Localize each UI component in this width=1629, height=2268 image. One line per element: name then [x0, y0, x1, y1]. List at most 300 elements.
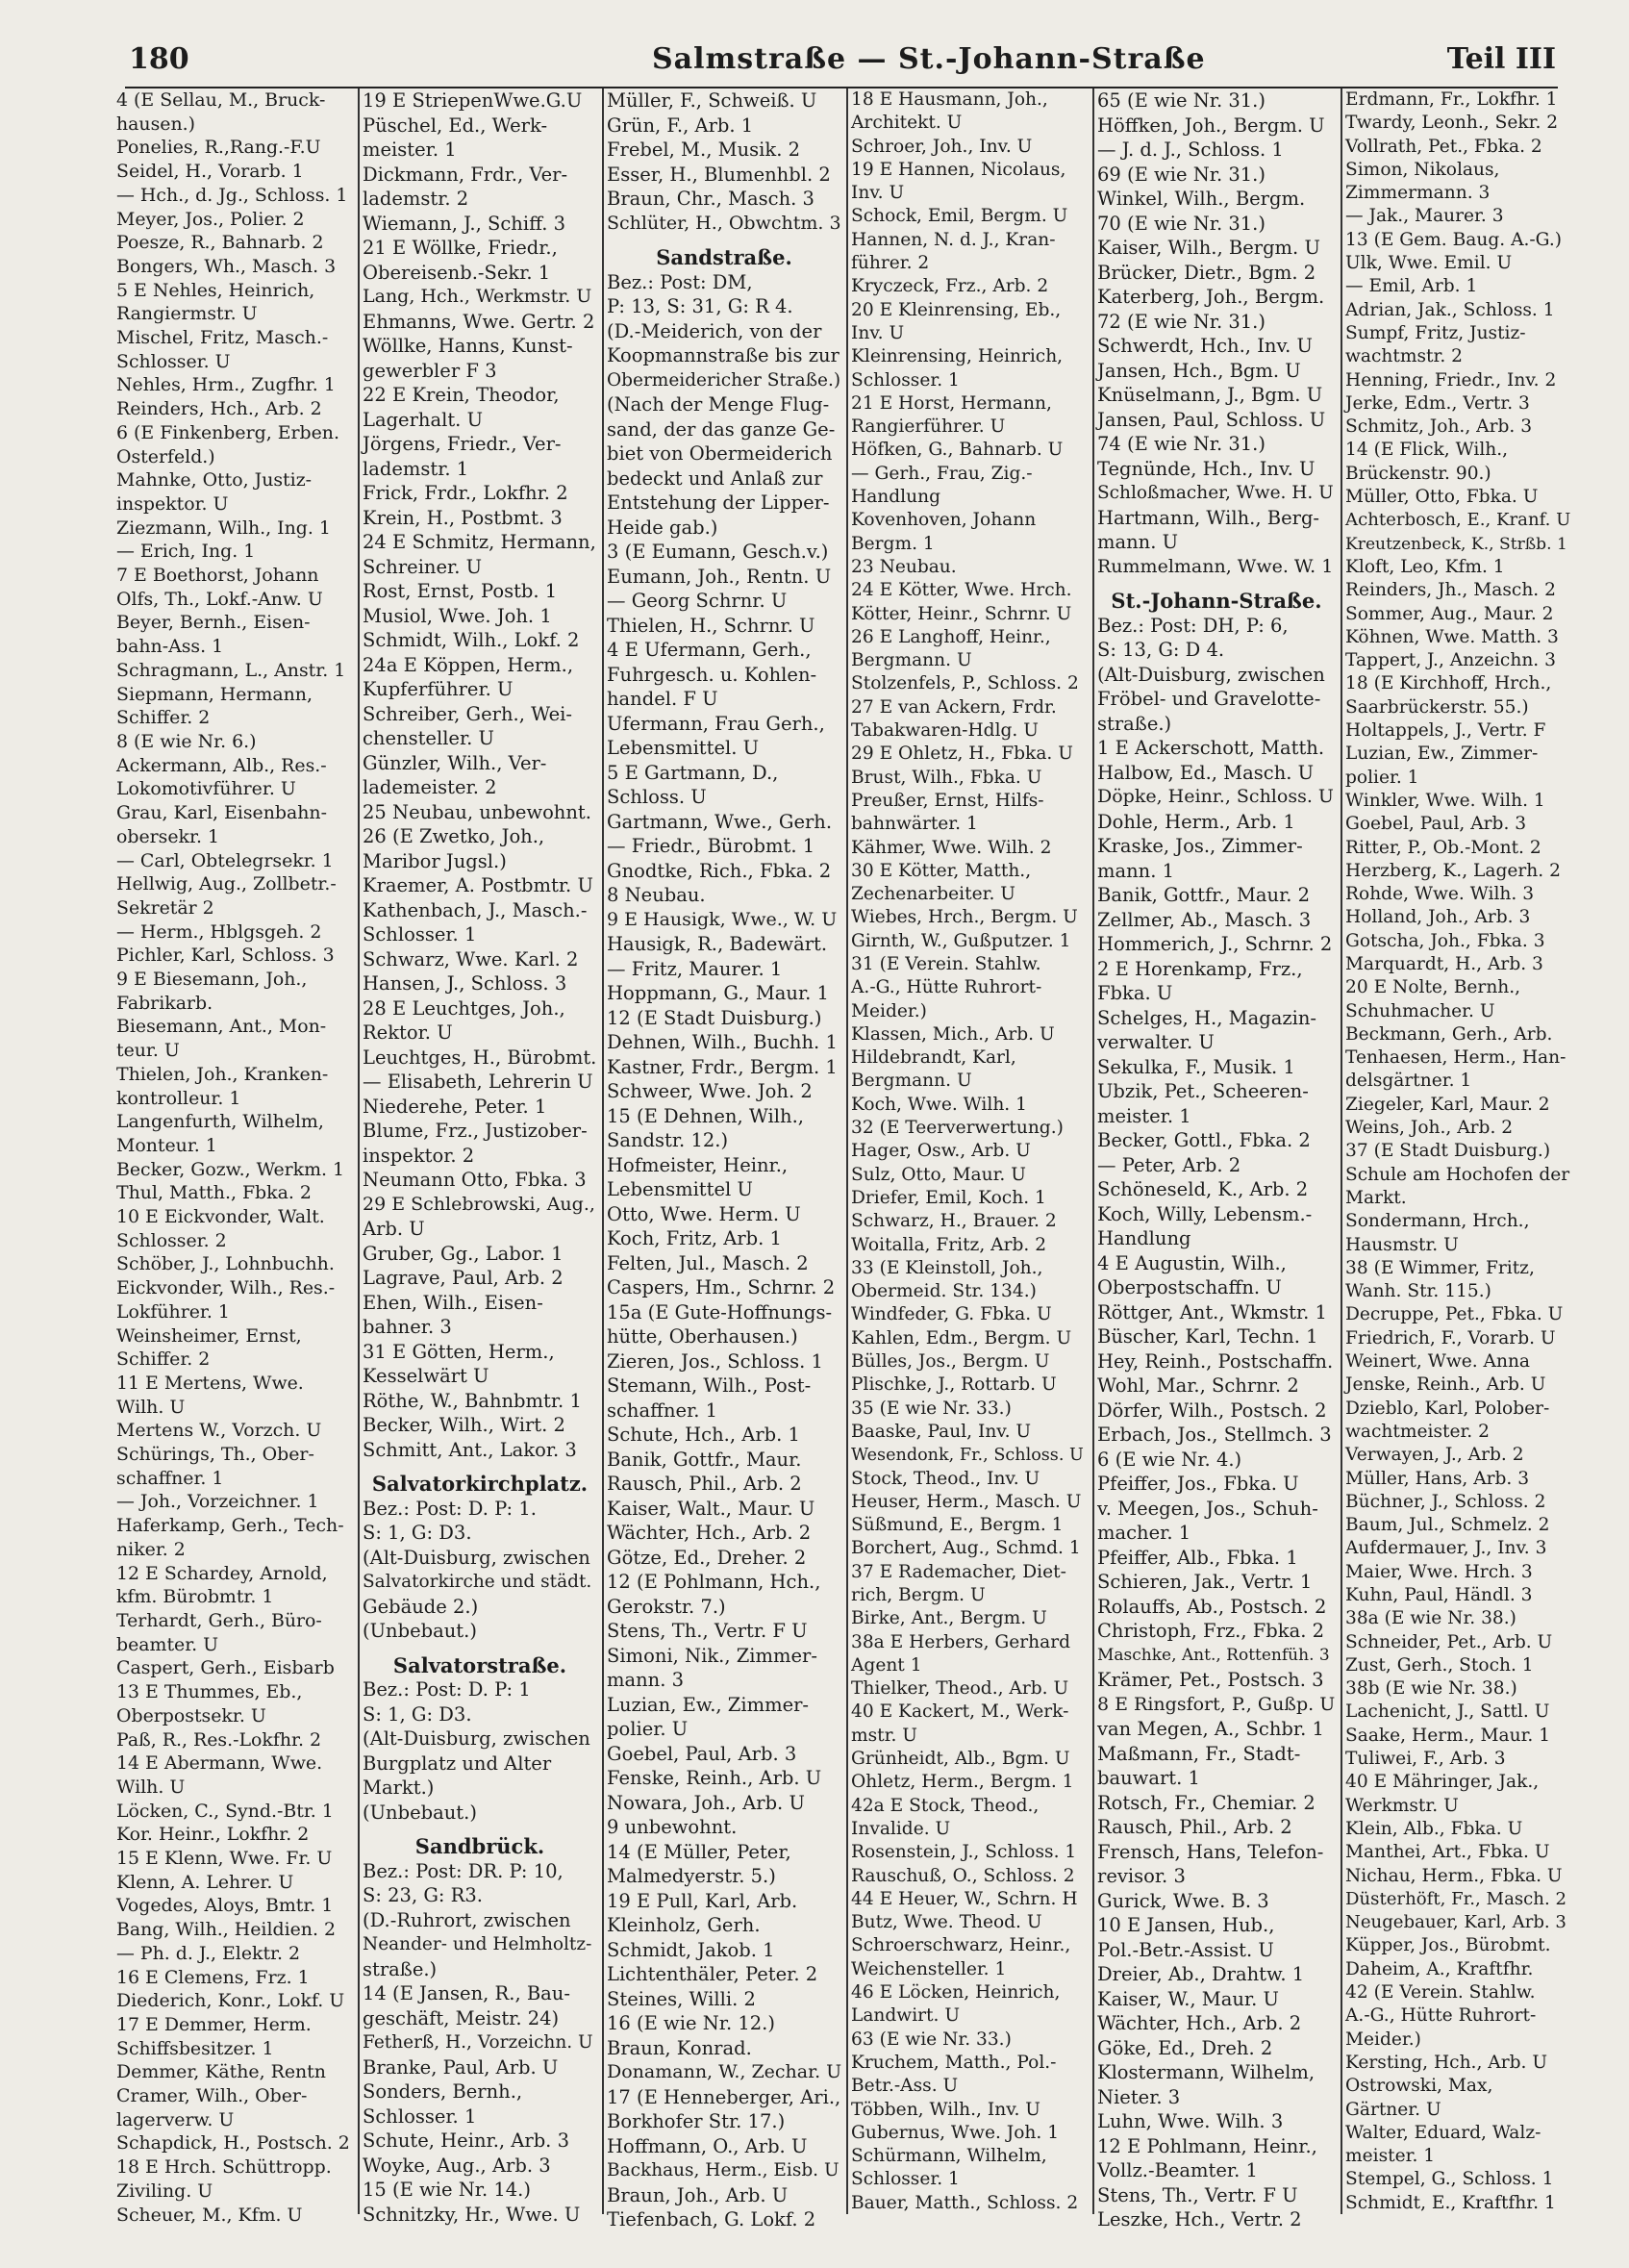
directory-line: Wohl, Mar., Schrnr. 2: [1097, 1374, 1299, 1397]
directory-column-4: [848, 88, 1090, 2233]
directory-line: Gebäude 2.): [363, 1595, 479, 1618]
directory-line: verwalter. U: [1097, 1031, 1215, 1053]
directory-line: Girnth, W., Gußputzer. 1: [851, 930, 1071, 951]
directory-line: 13 (E Gem. Baug. A.-G.): [1345, 229, 1563, 250]
directory-line: Schmidt, E., Kraftfhr. 1: [1345, 2192, 1556, 2213]
directory-line: Többen, Wilh., Inv. U: [851, 2099, 1040, 2120]
directory-line: kfm. Bürobmtr. 1: [116, 1586, 274, 1608]
directory-line: Wiebes, Hrch., Bergm. U: [851, 907, 1078, 928]
directory-line: Manthei, Art., Fbka. U: [1345, 1842, 1550, 1863]
directory-line: Bergmann. U: [851, 650, 972, 671]
directory-line: 20 E Kleinrensing, Eb.,: [851, 299, 1062, 320]
directory-line: Diederich, Konr., Lokf. U: [116, 1990, 345, 2012]
directory-line: 12 (E Stadt Duisburg.): [607, 1006, 822, 1029]
directory-line: 23 Neubau.: [851, 556, 957, 577]
directory-line: v. Meegen, Jos., Schuh-: [1097, 1497, 1318, 1520]
directory-line: Sonders, Bernh.,: [363, 2080, 523, 2103]
directory-line: Schmidt, Jakob. 1: [607, 1938, 775, 1961]
directory-line: Beyer, Bernh., Eisen-: [116, 612, 311, 634]
directory-line: teur. U: [116, 1040, 180, 1062]
directory-line: 31 (E Verein. Stahlw.: [851, 953, 1041, 974]
directory-line: 4 E Augustin, Wilh.,: [1097, 1251, 1287, 1274]
directory-line: Müller, F., Schweiß. U: [607, 89, 817, 112]
directory-line: 37 (E Stadt Duisburg.): [1345, 1141, 1551, 1162]
directory-line: Schmitz, Joh., Arb. 3: [1345, 416, 1533, 438]
directory-line: Lichtenthäler, Peter. 2: [607, 1963, 818, 1985]
directory-line: Ziezmann, Wilh., Ing. 1: [116, 517, 331, 539]
directory-line: Gubernus, Wwe. Joh. 1: [851, 2122, 1060, 2143]
directory-line: Gärtner. U: [1345, 2099, 1441, 2120]
directory-line: Biesemann, Ant., Mon-: [116, 1016, 327, 1038]
directory-line: Olfs, Th., Lokf.-Anw. U: [116, 588, 323, 610]
directory-line: 22 E Krein, Theodor,: [363, 384, 560, 406]
directory-line: bahn-Ass. 1: [116, 636, 224, 658]
directory-line: Achterbosch, E., Kranf. U: [1345, 510, 1571, 531]
directory-line: Schock, Emil, Bergm. U: [851, 206, 1068, 227]
directory-line: 10 E Eickvonder, Walt.: [116, 1206, 325, 1228]
directory-line: Schmidt, Wilh., Lokf. 2: [363, 629, 580, 651]
directory-line: straße.): [1097, 712, 1172, 735]
directory-line: Otto, Wwe. Herm. U: [607, 1202, 801, 1225]
directory-line: Braun, Chr., Masch. 3: [607, 188, 814, 210]
directory-line: Handlung: [1097, 1227, 1191, 1249]
directory-line: Sommer, Aug., Maur. 2: [1345, 603, 1554, 624]
directory-line: Schiffer. 2: [116, 1348, 211, 1371]
directory-line: Klassen, Mich., Arb. U: [851, 1023, 1055, 1045]
directory-line: 63 (E wie Nr. 33.): [851, 2029, 1012, 2050]
directory-line: Terhardt, Gerh., Büro-: [116, 1610, 322, 1631]
directory-line: Rausch, Phil., Arb. 2: [607, 1473, 802, 1495]
directory-line: Mertens W., Vorzch. U: [116, 1420, 322, 1442]
directory-line: 74 (E wie Nr. 31.): [1097, 433, 1266, 455]
directory-line: Obermeidericher Straße.): [607, 369, 841, 391]
directory-line: Höfken, G., Bahnarb. U: [851, 440, 1064, 461]
directory-line: Bauer, Matth., Schloss. 2: [851, 2192, 1079, 2213]
directory-line: Sulz, Otto, Maur. U: [851, 1164, 1026, 1185]
directory-line: Lagerhalt. U: [363, 408, 484, 431]
directory-line: — Peter, Arb. 2: [1097, 1153, 1241, 1176]
directory-line: Jansen, Hch., Bgm. U: [1097, 359, 1301, 382]
directory-line: Rolauffs, Ab., Postsch. 2: [1097, 1595, 1327, 1618]
directory-line: 15 (E Dehnen, Wilh.,: [607, 1104, 804, 1127]
directory-line: Lang, Hch., Werkmstr. U: [363, 286, 592, 307]
directory-line: Koch, Willy, Lebensm.-: [1097, 1202, 1313, 1225]
directory-line: Ponelies, R.,Rang.-F.U: [116, 137, 321, 159]
directory-line: Kovenhoven, Johann: [851, 510, 1037, 531]
directory-line: Daheim, A., Kraftfhr.: [1345, 1958, 1534, 1979]
directory-line: 65 (E wie Nr. 31.): [1097, 89, 1266, 112]
directory-line: Hausigk, R., Badewärt.: [607, 933, 828, 955]
directory-line: Lagrave, Paul, Arb. 2: [363, 1267, 564, 1289]
directory-line: Brücker, Dietr., Bgm. 2: [1097, 261, 1316, 284]
directory-line: 15a (E Gute-Hoffnungs-: [607, 1300, 833, 1323]
directory-line: Saake, Herm., Maur. 1: [1345, 1725, 1551, 1746]
directory-line: Salvatorkirche und städt.: [363, 1572, 592, 1592]
directory-line: Obereisenb.-Sekr. 1: [363, 261, 551, 284]
directory-line: Schmitt, Ant., Lakor. 3: [363, 1438, 577, 1461]
directory-line: inspektor. 2: [363, 1144, 475, 1167]
directory-line: Heide gab.): [607, 516, 718, 539]
directory-line: Süßmund, E., Bergm. 1: [851, 1515, 1064, 1536]
directory-line: 29 E Ohletz, H., Fbka. U: [851, 743, 1073, 765]
directory-line: Schnitzky, Hr., Wwe. U: [363, 2203, 581, 2226]
directory-line: Rausch, Phil., Arb. 2: [1097, 1816, 1292, 1838]
directory-line: Frebel, M., Musik. 2: [607, 139, 800, 161]
directory-line: Tappert, J., Anzeichn. 3: [1345, 650, 1556, 671]
directory-line: Döpke, Heinr., Schloss. U: [1097, 786, 1334, 807]
directory-line: Langenfurth, Wilhelm,: [116, 1111, 324, 1133]
directory-line: Banik, Gottfr., Maur. 2: [1097, 884, 1311, 906]
directory-line: Ulk, Wwe. Emil. U: [1345, 253, 1513, 274]
directory-line: — Gerh., Frau, Zig.-: [851, 463, 1033, 484]
directory-line: Nehles, Hrm., Zugfhr. 1: [116, 374, 336, 396]
directory-line: Klein, Alb., Fbka. U: [1345, 1818, 1523, 1839]
directory-line: 10 E Jansen, Hub.,: [1097, 1914, 1275, 1936]
directory-line: mann. 1: [1097, 859, 1175, 882]
directory-line: Aufdermauer, J., Inv. 3: [1345, 1538, 1547, 1559]
directory-line: Lebensmittel U: [607, 1178, 753, 1200]
directory-line: Götze, Ed., Dreher. 2: [607, 1546, 807, 1569]
directory-line: sand, der das ganze Ge-: [607, 417, 836, 441]
directory-line: Hoffmann, O., Arb. U: [607, 2134, 808, 2157]
directory-line: Mischel, Fritz, Masch.-: [116, 327, 329, 349]
directory-line: Driefer, Emil, Koch. 1: [851, 1187, 1046, 1208]
directory-line: Thul, Matth., Fbka. 2: [116, 1182, 312, 1204]
directory-line: Meider.): [1345, 2029, 1421, 2050]
directory-line: Püschel, Ed., Werk-: [363, 113, 548, 137]
directory-line: Thielen, Joh., Kranken-: [116, 1063, 329, 1085]
directory-line: lademeister. 2: [363, 776, 497, 798]
directory-line: Osterfeld.): [116, 445, 215, 467]
directory-line: Wächter, Hch., Arb. 2: [607, 1522, 812, 1544]
directory-line: — J. d. J., Schloss. 1: [1097, 139, 1284, 161]
directory-line: Gartmann, Wwe., Gerh.: [607, 810, 833, 833]
directory-line: Gnodtke, Rich., Fbka. 2: [607, 859, 832, 882]
directory-line: Bez.: Post: D. P: 1.: [363, 1497, 537, 1520]
directory-line: A.-G., Hütte Ruhrort-: [851, 977, 1042, 998]
directory-line: Müller, Otto, Fbka. U: [1345, 487, 1539, 508]
directory-line: Nowara, Joh., Arb. U: [607, 1791, 805, 1814]
directory-line: Markt.): [363, 1777, 435, 1799]
directory-line: Blume, Frz., Justizober-: [363, 1120, 588, 1142]
directory-line: Agent 1: [851, 1654, 922, 1676]
directory-line: Donamann, W., Zechar. U: [607, 2061, 842, 2082]
directory-line: Butz, Wwe. Theod. U: [851, 1912, 1042, 1933]
directory-line: Löcken, C., Synd.-Btr. 1: [116, 1800, 334, 1822]
directory-line: Halbow, Ed., Masch. U: [1097, 761, 1315, 784]
directory-line: Sumpf, Fritz, Justiz-: [1345, 322, 1526, 343]
directory-line: Caspers, Hm., Schrnr. 2: [607, 1276, 836, 1298]
directory-line: Wöllke, Hanns, Kunst-: [363, 335, 573, 357]
directory-line: Schlosser. 1: [851, 2169, 960, 2190]
directory-line: Becker, Gozw., Werkm. 1: [116, 1158, 345, 1180]
directory-line: Koch, Fritz, Arb. 1: [607, 1227, 782, 1249]
directory-line: Kraske, Jos., Zimmer-: [1097, 835, 1303, 857]
directory-line: Wilh. U: [116, 1776, 186, 1798]
directory-line: (D.-Ruhrort, zwischen: [363, 1908, 571, 1931]
directory-line: meister. 1: [363, 139, 457, 161]
directory-line: macher. 1: [1097, 1522, 1191, 1544]
directory-line: 18 E Hrch. Schüttropp.: [116, 2156, 332, 2179]
directory-line: 4 E Ufermann, Gerh.,: [607, 639, 812, 661]
directory-line: Ehen, Wilh., Eisen-: [363, 1291, 543, 1314]
directory-line: 14 (E Flick, Wilh.,: [1345, 440, 1509, 461]
directory-line: 14 (E Jansen, R., Bau-: [363, 1982, 570, 2004]
directory-line: Herzberg, K., Lagerh. 2: [1345, 860, 1561, 881]
directory-line: Pol.-Betr.-Assist. U: [1097, 1938, 1274, 1961]
directory-line: 1 E Ackerschott, Matth.: [1097, 737, 1325, 759]
part-label: Teil III: [1446, 42, 1556, 76]
directory-line: Winkel, Wilh., Bergm.: [1097, 188, 1306, 210]
directory-line: wachtmstr. 2: [1345, 346, 1464, 367]
directory-line: obersekr. 1: [116, 825, 219, 847]
directory-line: Leuchtges, H., Bürobmt.: [363, 1046, 597, 1069]
directory-line: Gerokstr. 7.): [607, 1595, 726, 1618]
directory-line: mann. U: [1097, 531, 1179, 553]
street-heading: St.-Johann-Straße.: [1111, 589, 1322, 613]
directory-line: führer. 2: [851, 253, 930, 274]
directory-line: Werkmstr. U: [1345, 1795, 1459, 1816]
directory-line: Eumann, Joh., Rentn. U: [607, 565, 832, 588]
directory-line: Brust, Wilh., Fbka. U: [851, 767, 1042, 788]
directory-line: Schöneseld, K., Arb. 2: [1097, 1178, 1309, 1200]
directory-line: Wiemann, J., Schiff. 3: [363, 212, 566, 235]
directory-line: Schürings, Th., Ober-: [116, 1444, 314, 1466]
directory-line: Tenhaesen, Herm., Han-: [1345, 1047, 1566, 1069]
directory-line: Bez.: Post: DH, P: 6,: [1097, 614, 1289, 637]
directory-line: Holtappels, J., Vertr. F: [1345, 720, 1546, 742]
directory-line: Felten, Jul., Masch. 2: [607, 1251, 809, 1274]
directory-line: Dreier, Ab., Drahtw. 1: [1097, 1963, 1305, 1985]
directory-line: Bez.: Post: DR. P: 10,: [363, 1859, 564, 1882]
directory-line: 24 E Schmitz, Hermann,: [363, 531, 596, 553]
directory-line: (Alt-Duisburg, zwischen: [363, 1546, 590, 1569]
directory-line: Friedrich, F., Vorarb. U: [1345, 1327, 1556, 1348]
directory-line: 26 E Langhoff, Heinr.,: [851, 626, 1051, 647]
directory-line: Becker, Wilh., Wirt. 2: [363, 1414, 565, 1436]
directory-line: Nichau, Herm., Fbka. U: [1345, 1865, 1563, 1886]
directory-line: 6 (E wie Nr. 4.): [1097, 1448, 1242, 1471]
directory-line: polier. U: [607, 1718, 689, 1740]
directory-line: revisor. 3: [1097, 1865, 1186, 1887]
directory-line: Bez.: Post: D. P: 1: [363, 1678, 531, 1701]
directory-line: Jerke, Edm., Vertr. 3: [1345, 392, 1530, 414]
directory-line: straße.): [363, 1957, 438, 1980]
directory-line: — Elisabeth, Lehrerin U: [363, 1071, 593, 1093]
directory-line: Schlüter, H., Obwchtm. 3: [607, 212, 841, 234]
directory-line: Tabakwaren-Hdlg. U: [851, 720, 1039, 742]
directory-line: Weinsheimer, Ernst,: [116, 1324, 302, 1347]
directory-line: Müller, Hans, Arb. 3: [1345, 1468, 1530, 1489]
directory-line: Kathenbach, J., Masch.-: [363, 898, 588, 921]
directory-line: Schweer, Wwe. Joh. 2: [607, 1080, 813, 1102]
directory-line: Brückenstr. 90.): [1345, 463, 1491, 484]
directory-line: Frensch, Hans, Telefon-: [1097, 1840, 1324, 1863]
directory-line: 7 E Boethorst, Johann: [116, 565, 319, 587]
directory-line: Zieren, Jos., Schloss. 1: [607, 1349, 823, 1373]
directory-line: 3 (E Eumann, Gesch.v.): [607, 541, 829, 563]
directory-line: Kastner, Frdr., Bergm. 1: [607, 1055, 838, 1078]
directory-line: Markt.: [1345, 1187, 1407, 1208]
directory-line: Fröbel- und Gravelotte-: [1097, 688, 1321, 710]
directory-line: bedeckt und Anlaß zur: [607, 466, 823, 490]
directory-line: Schlosser. 2: [116, 1229, 227, 1251]
directory-line: (Unbebaut.): [363, 1801, 477, 1824]
directory-line: Luzian, Ew., Zimmer-: [1345, 743, 1539, 765]
directory-line: Hofmeister, Heinr.,: [607, 1153, 789, 1176]
directory-line: Steines, Willi. 2: [607, 1987, 756, 2010]
directory-line: Preußer, Ernst, Hilfs-: [851, 790, 1044, 811]
directory-line: biet von Obermeiderich: [607, 442, 833, 465]
directory-line: Maier, Wwe. Hrch. 3: [1345, 1561, 1533, 1582]
directory-line: (Alt-Duisburg, zwischen: [363, 1727, 590, 1750]
directory-line: Haferkamp, Gerh., Tech-: [116, 1515, 344, 1537]
directory-line: Ackermann, Alb., Res.-: [116, 754, 327, 776]
directory-line: Zechenarbeiter. U: [851, 884, 1015, 905]
directory-line: Holland, Joh., Arb. 3: [1345, 907, 1531, 928]
directory-line: 2 E Horenkamp, Frz.,: [1097, 957, 1303, 980]
directory-line: P: 13, S: 31, G: R 4.: [607, 295, 793, 317]
directory-line: bahnwärter. 1: [851, 814, 978, 835]
directory-line: 44 E Heuer, W., Schrn. H: [851, 1888, 1078, 1909]
directory-line: Pichler, Karl, Schloss. 3: [116, 945, 335, 967]
directory-line: 8 Neubau.: [607, 884, 706, 906]
directory-line: Backhaus, Herm., Eisb. U: [607, 2160, 840, 2180]
directory-line: Jörgens, Friedr., Ver-: [363, 433, 562, 455]
directory-line: 29 E Schlebrowski, Aug.,: [363, 1193, 595, 1215]
directory-line: 18 E Hausmann, Joh.,: [851, 89, 1048, 110]
directory-line: niker. 2: [116, 1538, 186, 1560]
directory-line: — Ph. d. J., Elektr. 2: [116, 1942, 301, 1964]
directory-line: Rummelmann, Wwe. W. 1: [1097, 555, 1334, 577]
directory-line: 12 E Schardey, Arnold,: [116, 1562, 328, 1584]
directory-line: Ufermann, Frau Gerh.,: [607, 712, 825, 735]
directory-line: Entstehung der Lipper-: [607, 491, 830, 514]
directory-line: Birke, Ant., Bergm. U: [851, 1608, 1047, 1629]
directory-line: Schürmann, Wilhelm,: [851, 2146, 1047, 2167]
directory-line: Schneider, Pet., Arb. U: [1345, 1631, 1553, 1652]
directory-line: Hey, Reinh., Postschaffn.: [1097, 1349, 1334, 1373]
directory-line: Grünheidt, Alb., Bgm. U: [851, 1749, 1070, 1770]
directory-line: Gruber, Gg., Labor. 1: [363, 1242, 564, 1265]
directory-line: Sekulka, F., Musik. 1: [1097, 1055, 1295, 1078]
directory-line: Ostrowski, Max,: [1345, 2076, 1493, 2097]
directory-line: 17 (E Henneberger, Ari.,: [607, 2085, 841, 2108]
directory-line: Heuser, Herm., Masch. U: [851, 1491, 1082, 1512]
directory-line: Kähmer, Wwe. Wilh. 2: [851, 837, 1052, 858]
directory-line: S: 13, G: D 4.: [1097, 639, 1225, 661]
directory-line: Stemann, Wilh., Post-: [607, 1374, 812, 1397]
directory-line: Kruchem, Matth., Pol.-: [851, 2052, 1057, 2073]
directory-line: 38a E Herbers, Gerhard: [851, 1631, 1071, 1652]
directory-line: — Hch., d. Jg., Schloss. 1: [116, 184, 348, 206]
directory-line: Rauschuß, O., Schloss. 2: [851, 1865, 1075, 1886]
directory-line: Hildebrandt, Karl,: [851, 1047, 1016, 1069]
directory-line: Zimmermann. 3: [1345, 183, 1491, 204]
directory-line: Zust, Gerh., Stoch. 1: [1345, 1654, 1534, 1676]
directory-line: Marquardt, H., Arb. 3: [1345, 953, 1543, 974]
directory-line: Kleinrensing, Heinrich,: [851, 346, 1064, 367]
directory-line: Ritter, P., Ob.-Mont. 2: [1345, 837, 1541, 858]
directory-line: Rangierführer. U: [851, 416, 1006, 438]
directory-line: Bülles, Jos., Bergm. U: [851, 1351, 1050, 1373]
directory-line: Knüselmann, J., Bgm. U: [1097, 384, 1323, 406]
directory-column-5: [1094, 88, 1339, 2233]
directory-line: Bez.: Post: DM,: [607, 270, 753, 293]
directory-line: Fabrikarb.: [116, 992, 213, 1014]
directory-line: 40 E Mähringer, Jak.,: [1345, 1772, 1540, 1793]
page-header: [113, 40, 1556, 88]
directory-line: Schule am Hochofen der: [1345, 1164, 1570, 1185]
directory-line: 8 E Ringsfort, P., Gußp. U: [1097, 1693, 1336, 1715]
directory-line: Rektor. U: [363, 1021, 453, 1044]
directory-line: 24 E Kötter, Wwe. Hrch.: [851, 580, 1072, 601]
directory-line: Braun, Konrad.: [607, 2036, 752, 2059]
directory-line: Ehmanns, Wwe. Gertr. 2: [363, 310, 595, 333]
directory-line: Vollrath, Pet., Fbka. 2: [1345, 136, 1542, 157]
directory-line: 46 E Löcken, Heinrich,: [851, 1982, 1061, 2003]
directory-line: Verwayen, J., Arb. 2: [1345, 1445, 1524, 1466]
directory-line: Erdmann, Fr., Lokfhr. 1: [1345, 89, 1558, 110]
directory-line: Hansen, J., Schloss. 3: [363, 972, 567, 995]
directory-line: Tegnünde, Hch., Inv. U: [1097, 457, 1316, 480]
directory-line: Windfeder, G. Fbka. U: [851, 1304, 1052, 1325]
directory-line: Meyer, Jos., Polier. 2: [116, 208, 305, 230]
directory-line: bauwart. 1: [1097, 1767, 1200, 1789]
directory-line: 42 (E Verein. Stahlw.: [1345, 1982, 1536, 2003]
directory-line: Tuliwei, F., Arb. 3: [1345, 1749, 1506, 1770]
directory-line: Maßmann, Fr., Stadt-: [1097, 1742, 1301, 1765]
directory-line: Seidel, H., Vorarb. 1: [116, 161, 304, 183]
directory-line: Neugebauer, Karl, Arb. 3: [1345, 1912, 1566, 1933]
directory-line: Malmedyerstr. 5.): [607, 1865, 776, 1887]
directory-line: Schwarz, Wwe. Karl. 2: [363, 947, 579, 970]
directory-line: Rosenstein, J., Schloss. 1: [851, 1842, 1077, 1863]
directory-line: Hommerich, J., Schrnr. 2: [1097, 933, 1333, 955]
directory-line: Schieren, Jak., Vertr. 1: [1097, 1571, 1313, 1593]
directory-line: mann. 3: [607, 1669, 685, 1691]
directory-line: Köhnen, Wwe. Matth. 3: [1345, 626, 1559, 647]
directory-line: Lebensmittel. U: [607, 737, 760, 759]
directory-line: Kahlen, Edm., Bergm. U: [851, 1327, 1072, 1348]
directory-line: Büchner, J., Schloss. 2: [1345, 1491, 1546, 1512]
directory-line: Rotsch, Fr., Chemiar. 2: [1097, 1791, 1316, 1814]
directory-line: 24a E Köppen, Herm.,: [363, 653, 574, 676]
directory-line: Handlung: [851, 487, 940, 508]
directory-column-2: [360, 88, 600, 2233]
directory-line: 9 E Hausigk, Wwe., W. U: [607, 908, 838, 930]
directory-line: mstr. U: [851, 1725, 917, 1746]
directory-line: Mahnke, Otto, Justiz-: [116, 469, 313, 491]
directory-line: 21 E Wöllke, Friedr.,: [363, 237, 558, 259]
directory-line: Bergm. 1: [851, 533, 935, 554]
directory-line: 32 (E Teerverwertung.): [851, 1118, 1064, 1139]
directory-line: Weinert, Wwe. Anna: [1345, 1351, 1531, 1373]
directory-line: S: 23, G: R3.: [363, 1884, 483, 1906]
directory-line: Schreiber, Gerh., Wei-: [363, 702, 572, 725]
directory-line: Schuhmacher. U: [1345, 1000, 1495, 1021]
directory-line: Weins, Joh., Arb. 2: [1345, 1118, 1514, 1139]
directory-line: Demmer, Käthe, Rentn: [116, 2061, 326, 2083]
directory-line: 9 unbewohnt.: [607, 1816, 738, 1838]
directory-line: Bongers, Wh., Masch. 3: [116, 255, 337, 277]
directory-line: Hager, Osw., Arb. U: [851, 1141, 1031, 1162]
directory-line: 5 E Gartmann, D.,: [607, 761, 779, 784]
directory-line: — Erich, Ing. 1: [116, 541, 256, 563]
directory-line: Schöber, J., Lohnbuchh.: [116, 1253, 335, 1275]
directory-line: — Fritz, Maurer. 1: [607, 957, 783, 980]
directory-line: Krämer, Pet., Postsch. 3: [1097, 1669, 1324, 1691]
